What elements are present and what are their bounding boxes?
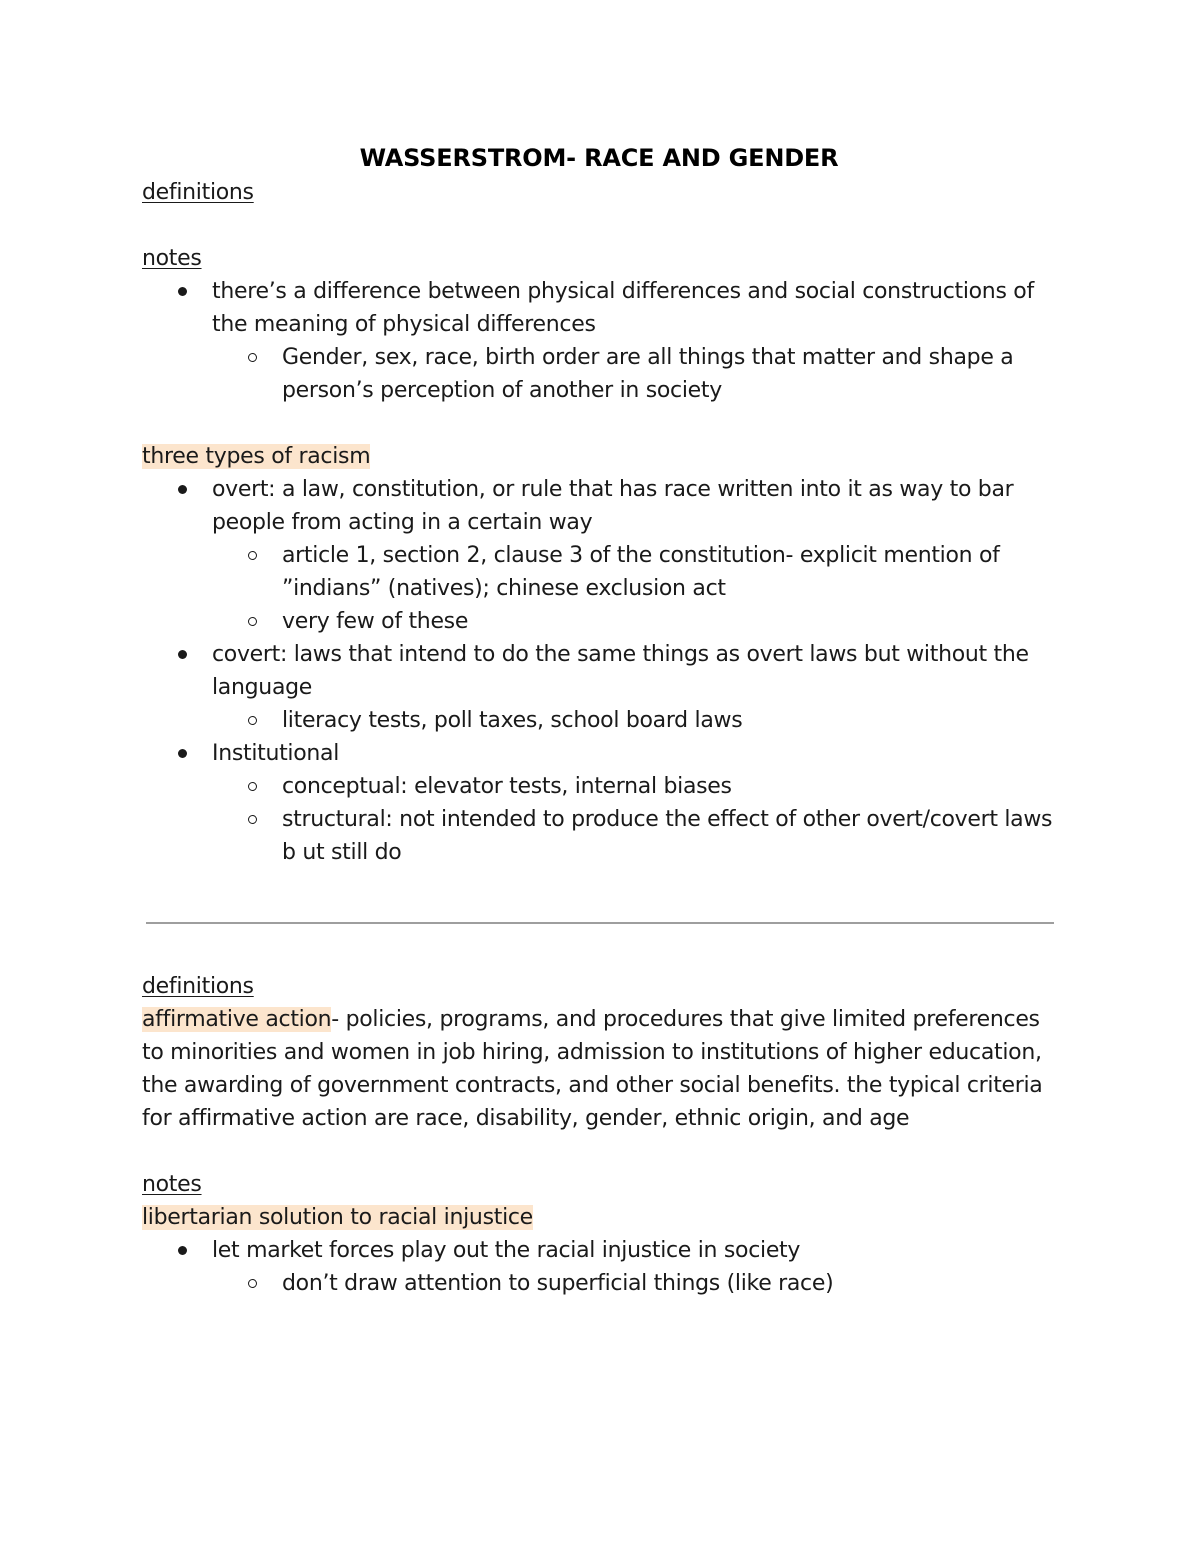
sub-list-item: [142, 770, 1056, 803]
sub-list-item-text: conceptual: elevator tests, internal biases: [282, 774, 732, 799]
hollow-bullet-icon: [248, 716, 257, 725]
list-item: [142, 1234, 1056, 1300]
list-item: [142, 275, 1056, 407]
definitions-row-2: [142, 970, 1056, 1003]
list-item: [142, 473, 1056, 638]
notes-list: [142, 275, 1056, 407]
affirmative-action-definition: [142, 1003, 1056, 1135]
bullet-icon: [178, 650, 187, 659]
list-item-text: covert: laws that intend to do the same things as overt laws but without the language: [212, 642, 1029, 700]
sub-list-item-text: very few of these: [282, 609, 469, 634]
sub-list-item: [142, 539, 1056, 605]
list-item-text: overt: a law, constitution, or rule that has race written into it as way to bar people from acting in a certain way: [212, 477, 1014, 535]
definitions-heading: definitions: [142, 180, 254, 205]
libertarian-row: [142, 1201, 1056, 1234]
horizontal-rule: [146, 922, 1054, 924]
definitions-row-1: [142, 176, 1056, 209]
sub-list-item: [142, 704, 1056, 737]
sub-list-item-text: Gender, sex, race, birth order are all things that matter and shape a person’s perception of another in society: [282, 345, 1014, 403]
sub-list-item-text: structural: not intended to produce the effect of other overt/covert laws b ut still do: [282, 807, 1053, 865]
sub-list-item: [142, 803, 1056, 869]
notes-heading: notes: [142, 1172, 202, 1197]
list-item-text: Institutional: [212, 741, 340, 766]
definition-text: - policies, programs, and procedures that give limited preferences to minorities and women in job hiring, admission to institutions of higher education, the awarding of government contracts, and other social benefits. the typical criteria for affirmative action are race, disability, gender, ethnic origin, and age: [142, 1007, 1043, 1131]
sub-list: [142, 1267, 1056, 1300]
notes-row-2: [142, 1168, 1056, 1201]
bullet-icon: [178, 485, 187, 494]
hollow-bullet-icon: [248, 815, 257, 824]
sub-list-item: [142, 1267, 1056, 1300]
sub-list: [142, 539, 1056, 638]
hollow-bullet-icon: [248, 1279, 257, 1288]
bullet-icon: [178, 749, 187, 758]
racism-heading: three types of racism: [142, 444, 371, 469]
list-item: [142, 638, 1056, 737]
sub-list-item-text: article 1, section 2, clause 3 of the constitution- explicit mention of ”indians” (natives); chinese exclusion act: [282, 543, 1000, 601]
definitions-heading: definitions: [142, 974, 254, 999]
sub-list-item: [142, 605, 1056, 638]
bullet-icon: [178, 1246, 187, 1255]
notes-row-1: [142, 242, 1056, 275]
libertarian-list: [142, 1234, 1056, 1300]
blank-line: [142, 209, 1056, 242]
sub-list-item: [142, 341, 1056, 407]
hollow-bullet-icon: [248, 353, 257, 362]
notes-heading: notes: [142, 246, 202, 271]
sub-list-item-text: don’t draw attention to superficial things (like race): [282, 1271, 834, 1296]
document-title: WASSERSTROM- RACE AND GENDER: [359, 144, 839, 172]
hollow-bullet-icon: [248, 782, 257, 791]
blank-line: [142, 407, 1056, 440]
hollow-bullet-icon: [248, 617, 257, 626]
list-item-text: there’s a difference between physical differences and social constructions of the meaning of physical differences: [212, 279, 1034, 337]
sub-list: [142, 770, 1056, 869]
list-item: [142, 737, 1056, 869]
hollow-bullet-icon: [248, 551, 257, 560]
sub-list: [142, 341, 1056, 407]
bullet-icon: [178, 287, 187, 296]
racism-list: [142, 473, 1056, 869]
sub-list: [142, 704, 1056, 737]
document-page-top: [142, 140, 1056, 869]
document-page-bottom: [142, 970, 1056, 1300]
affirmative-action-term: affirmative action: [142, 1007, 332, 1032]
list-item-text: let market forces play out the racial injustice in society: [212, 1238, 801, 1263]
sub-list-item-text: literacy tests, poll taxes, school board laws: [282, 708, 743, 733]
blank-line: [142, 1135, 1056, 1168]
libertarian-heading: libertarian solution to racial injustice: [142, 1205, 533, 1230]
racism-row: [142, 440, 1056, 473]
